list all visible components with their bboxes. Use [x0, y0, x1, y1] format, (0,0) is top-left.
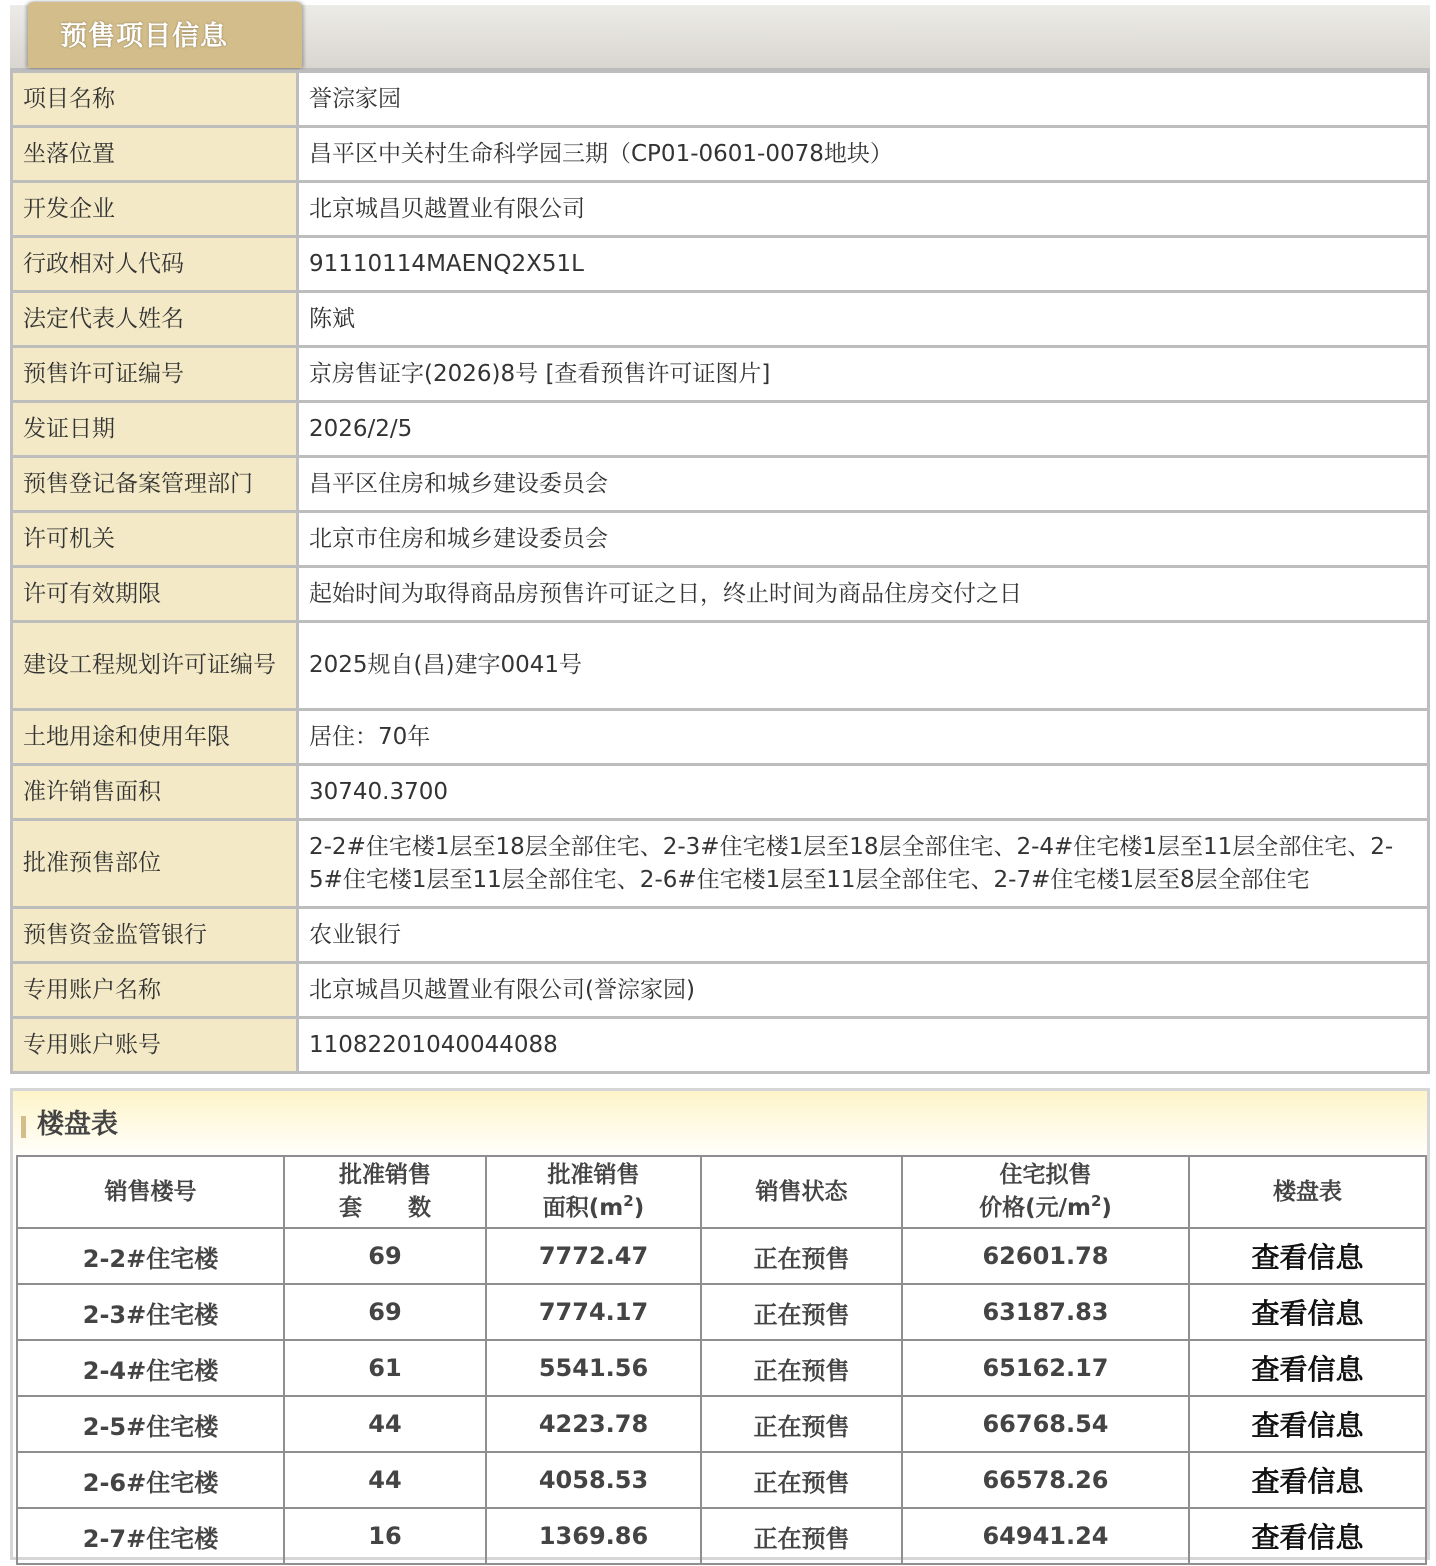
cell-sale-status: 正在预售 — [701, 1284, 902, 1340]
info-row — [12, 347, 1429, 402]
info-row — [12, 908, 1429, 963]
info-value-cell — [298, 1018, 1429, 1073]
info-value-cell — [298, 820, 1429, 908]
units-panel-title-text: 楼盘表 — [37, 1109, 118, 1140]
cell-approved-area: 4223.78 — [486, 1396, 701, 1452]
header-price: 住宅拟售 价格(元$/m^2$) — [902, 1156, 1189, 1228]
cell-price: 65162.17 — [902, 1340, 1189, 1396]
view-info-link[interactable]: 查看信息 — [1189, 1452, 1426, 1508]
info-value: 居住：70年 — [309, 723, 431, 750]
cell-approved-count: 44 — [284, 1396, 486, 1452]
header-units-table: 楼盘表 — [1189, 1156, 1426, 1228]
info-row — [12, 1018, 1429, 1073]
tab-presale-project-info[interactable]: 预售项目信息 — [28, 2, 302, 68]
units-table-row — [17, 1396, 1426, 1452]
project-info-table — [10, 70, 1430, 1074]
info-label: 预售资金监管银行 — [12, 908, 298, 963]
info-value: 农业银行 — [309, 921, 401, 948]
header-building: 销售楼号 — [17, 1156, 284, 1228]
info-row — [12, 710, 1429, 765]
units-table-row — [17, 1452, 1426, 1508]
units-panel-title — [21, 1107, 118, 1143]
cell-price: 62601.78 — [902, 1228, 1189, 1284]
cell-approved-count: 61 — [284, 1340, 486, 1396]
info-value-cell — [298, 72, 1429, 127]
info-label: 许可机关 — [12, 512, 298, 567]
info-value-cell — [298, 512, 1429, 567]
cell-approved-area: 4058.53 — [486, 1452, 701, 1508]
units-table-row — [17, 1508, 1426, 1564]
view-info-link[interactable]: 查看信息 — [1189, 1340, 1426, 1396]
cell-building: 2-7#住宅楼 — [17, 1508, 284, 1564]
info-label: 预售许可证编号 — [12, 347, 298, 402]
info-row — [12, 72, 1429, 127]
info-value: 昌平区住房和城乡建设委员会 — [309, 470, 608, 497]
info-row — [12, 820, 1429, 908]
info-value-cell — [298, 567, 1429, 622]
info-value-cell — [298, 292, 1429, 347]
info-row — [12, 963, 1429, 1018]
info-value: 陈斌 — [309, 305, 355, 332]
cell-approved-count: 69 — [284, 1284, 486, 1340]
info-value: 北京市住房和城乡建设委员会 — [309, 525, 608, 552]
cell-approved-count: 44 — [284, 1452, 486, 1508]
info-value-cell — [298, 963, 1429, 1018]
info-row — [12, 182, 1429, 237]
info-value-cell — [298, 182, 1429, 237]
cell-approved-area: 7772.47 — [486, 1228, 701, 1284]
view-info-link[interactable]: 查看信息 — [1189, 1396, 1426, 1452]
info-row — [12, 292, 1429, 347]
view-info-link[interactable]: 查看信息 — [1189, 1508, 1426, 1564]
cell-sale-status: 正在预售 — [701, 1396, 902, 1452]
info-label: 开发企业 — [12, 182, 298, 237]
info-label: 批准预售部位 — [12, 820, 298, 908]
units-table-row — [17, 1284, 1426, 1340]
cell-building: 2-2#住宅楼 — [17, 1228, 284, 1284]
units-table-row — [17, 1340, 1426, 1396]
cell-sale-status: 正在预售 — [701, 1508, 902, 1564]
cell-building: 2-3#住宅楼 — [17, 1284, 284, 1340]
info-row — [12, 457, 1429, 512]
info-label: 专用账户账号 — [12, 1018, 298, 1073]
info-label: 土地用途和使用年限 — [12, 710, 298, 765]
cell-price: 63187.83 — [902, 1284, 1189, 1340]
info-value-cell — [298, 457, 1429, 512]
cell-sale-status: 正在预售 — [701, 1340, 902, 1396]
info-value: 起始时间为取得商品房预售许可证之日，终止时间为商品住房交付之日 — [309, 580, 1022, 607]
info-label: 许可有效期限 — [12, 567, 298, 622]
cell-price: 66768.54 — [902, 1396, 1189, 1452]
cell-sale-status: 正在预售 — [701, 1228, 902, 1284]
info-value-cell — [298, 402, 1429, 457]
info-value-cell — [298, 347, 1429, 402]
cell-approved-count: 16 — [284, 1508, 486, 1564]
view-info-link[interactable]: 查看信息 — [1189, 1284, 1426, 1340]
info-value-cell — [298, 237, 1429, 292]
info-label: 建设工程规划许可证编号 — [12, 622, 298, 710]
info-label: 坐落位置 — [12, 127, 298, 182]
info-label: 准许销售面积 — [12, 765, 298, 820]
units-table-header-row — [17, 1156, 1426, 1228]
units-panel — [10, 1088, 1430, 1560]
cell-building: 2-4#住宅楼 — [17, 1340, 284, 1396]
info-row — [12, 127, 1429, 182]
units-table-row — [17, 1228, 1426, 1284]
info-label: 预售登记备案管理部门 — [12, 457, 298, 512]
info-row — [12, 402, 1429, 457]
units-table — [16, 1155, 1427, 1565]
info-value: 2025规自(昌)建字0041号 — [309, 652, 583, 678]
info-value: 91110114MAENQ2X51L — [309, 250, 584, 277]
cell-building: 2-6#住宅楼 — [17, 1452, 284, 1508]
header-approved-area: 批准销售 面积$(m^2)$ — [486, 1156, 701, 1228]
info-value: 11082201040044088 — [309, 1031, 558, 1058]
cell-approved-area: 1369.86 — [486, 1508, 701, 1564]
info-value-cell — [298, 127, 1429, 182]
info-row — [12, 512, 1429, 567]
cell-building: 2-5#住宅楼 — [17, 1396, 284, 1452]
info-value: 誉淙家园 — [309, 85, 401, 112]
info-label: 行政相对人代码 — [12, 237, 298, 292]
info-value: 2-2#住宅楼1层至18层全部住宅、2-3#住宅楼1层至18层全部住宅、2-4#住宅楼1层至11层全部住宅、2-5#住宅楼1层至11层全部住宅、2-6#住宅楼1层至11层全部住宅、2-7#住宅楼1层至8层全部住宅 — [309, 833, 1394, 893]
info-value-cell — [298, 908, 1429, 963]
info-value: 昌平区中关村生命科学园三期（CP01-0601-0078地块） — [309, 140, 893, 167]
view-info-link[interactable]: 查看信息 — [1189, 1228, 1426, 1284]
info-value-cell — [298, 622, 1429, 710]
view-permit-image-link[interactable]: [查看预售许可证图片] — [545, 360, 771, 387]
info-value: 北京城昌贝越置业有限公司(誉淙家园) — [309, 976, 695, 1003]
header-approved-count: 批准销售 套 数 — [284, 1156, 486, 1228]
header-sale-status: 销售状态 — [701, 1156, 902, 1228]
cell-price: 64941.24 — [902, 1508, 1189, 1564]
info-value: 北京城昌贝越置业有限公司 — [309, 195, 585, 222]
info-label: 专用账户名称 — [12, 963, 298, 1018]
cell-approved-area: 5541.56 — [486, 1340, 701, 1396]
info-value: 京房售证字(2026)8号 — [309, 360, 539, 387]
cell-approved-count: 69 — [284, 1228, 486, 1284]
cell-approved-area: 7774.17 — [486, 1284, 701, 1340]
info-row — [12, 237, 1429, 292]
cell-sale-status: 正在预售 — [701, 1452, 902, 1508]
title-accent-bar — [21, 1116, 26, 1138]
info-value: 2026/2/5 — [309, 415, 413, 442]
info-label: 项目名称 — [12, 72, 298, 127]
info-row — [12, 567, 1429, 622]
info-value-cell — [298, 765, 1429, 820]
info-row — [12, 765, 1429, 820]
cell-price: 66578.26 — [902, 1452, 1189, 1508]
info-value-cell — [298, 710, 1429, 765]
info-value: 30740.3700 — [309, 778, 449, 805]
info-label: 发证日期 — [12, 402, 298, 457]
info-row — [12, 622, 1429, 710]
info-label: 法定代表人姓名 — [12, 292, 298, 347]
